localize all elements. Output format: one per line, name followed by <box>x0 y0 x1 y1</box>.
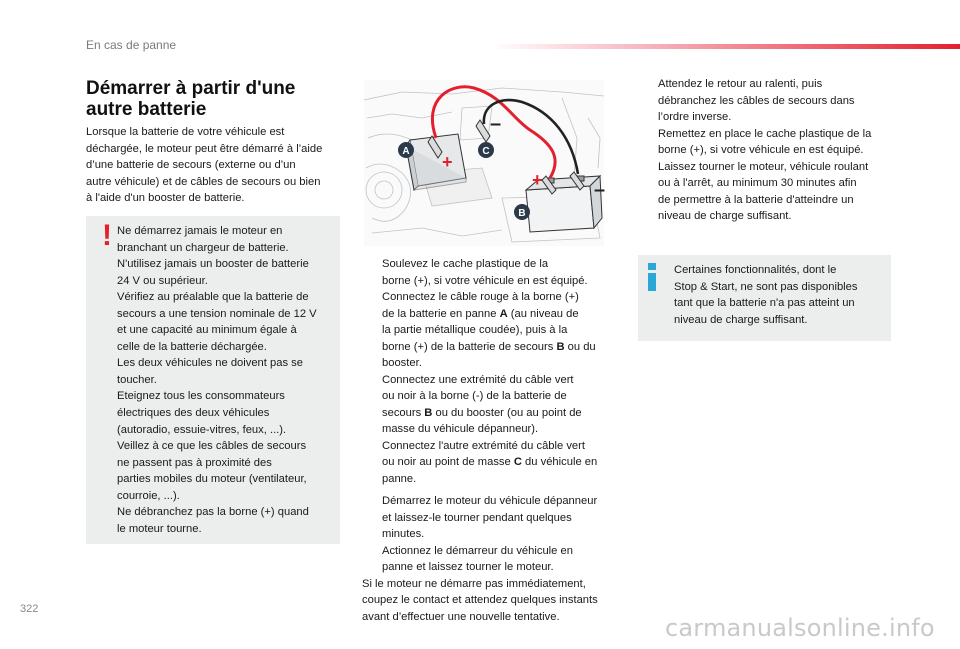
svg-text:C: C <box>482 146 490 157</box>
warning-line: électriques des deux véhicules <box>117 407 270 420</box>
step-line: la partie métallique coudée), puis à la <box>382 324 568 336</box>
page-number: 322 <box>20 603 39 615</box>
warning-line: Veillez à ce que les câbles de secours <box>117 440 307 453</box>
note-line: avant d’effectuer une nouvelle tentative. <box>362 610 560 623</box>
minus-sign-c: – <box>490 113 502 135</box>
label-b-badge <box>514 204 530 220</box>
info-line: Stop & Start, ne sont pas disponibles <box>674 280 858 293</box>
step-item <box>362 493 624 543</box>
warning-line: ne passent pas à proximité des <box>117 456 272 469</box>
step-line: Soulevez le cache plastique de la <box>382 258 549 270</box>
watermark: carmanualsonline.info <box>665 614 935 642</box>
step-item <box>638 76 900 126</box>
page-title <box>86 78 346 120</box>
warning-line: toucher. <box>117 373 157 386</box>
finishing-steps <box>638 76 900 225</box>
warning-line: branchant un chargeur de batterie. <box>117 241 289 254</box>
info-icon <box>647 263 657 295</box>
step-line: ou noir à la borne (-) de la batterie de <box>382 390 567 402</box>
step-line: secours B ou du booster (ou au point de <box>382 406 582 419</box>
step-line: de la batterie en panne A (au niveau de <box>382 307 579 320</box>
intro-paragraph <box>86 124 344 207</box>
note-line: coupez le contact et attendez quelques instants <box>362 594 598 606</box>
step-line: borne (+) de la batterie de secours B ou du <box>382 340 596 353</box>
step-item <box>362 289 624 372</box>
svg-text:A: A <box>402 146 410 157</box>
info-text <box>674 262 884 328</box>
step-line: Laissez tourner le moteur, véhicule roulant <box>658 160 869 173</box>
warning-line: et une capacité au minimum égale à <box>117 324 297 337</box>
warning-line: Ne débranchez pas la borne (+) quand <box>117 506 309 519</box>
warning-line: celle de la batterie déchargée. <box>117 340 267 353</box>
step-line: Connectez le câble rouge à la borne (+) <box>382 291 579 303</box>
procedure-steps <box>362 256 624 625</box>
step-line: débranchez les câbles de secours dans <box>658 94 855 107</box>
intro-line: Lorsque la batterie de votre véhicule est <box>86 126 285 138</box>
intro-line: d’une batterie de secours (externe ou d’un <box>86 159 296 171</box>
info-line: tant que la batterie n'a pas atteint un <box>674 297 855 309</box>
step-line: Connectez une extrémité du câble vert <box>382 373 574 386</box>
warning-text <box>117 223 327 537</box>
note-line: Si le moteur ne démarre pas immédiatement, <box>362 577 586 590</box>
warning-box <box>86 216 340 544</box>
section-header: En cas de panne <box>86 38 177 52</box>
step-item <box>638 126 900 159</box>
info-box <box>638 255 891 341</box>
step-line: masse du véhicule dépanneur). <box>382 423 539 435</box>
warning-line: Vérifiez au préalable que la batterie de <box>117 291 309 304</box>
warning-line: Eteignez tous les consommateurs <box>117 390 285 403</box>
step-line: booster. <box>382 357 422 369</box>
warning-line: 24 V ou supérieur. <box>117 274 208 287</box>
step-line: Remettez en place le cache plastique de la <box>658 127 872 140</box>
step-item <box>362 543 624 576</box>
intro-line: déchargée, le moteur peut être démarré à l’aide <box>86 142 323 155</box>
warning-line: courroie, ...). <box>117 489 180 502</box>
header-accent-bar <box>490 44 960 49</box>
step-line: Actionnez le démarreur du véhicule en <box>382 544 573 557</box>
jump-start-diagram <box>362 78 606 248</box>
step-line: panne et laissez tourner le moteur. <box>382 561 554 573</box>
minus-sign-b: – <box>594 179 606 201</box>
warning-line: le moteur tourne. <box>117 522 202 535</box>
step-line: minutes. <box>382 528 425 540</box>
step-line: Attendez le retour au ralenti, puis <box>658 78 823 90</box>
plus-sign-b: + <box>532 170 543 190</box>
plus-sign-a: + <box>442 152 453 172</box>
retry-note <box>362 576 624 626</box>
label-a-badge <box>398 142 414 158</box>
warning-line: secours a une tension nominale de 12 V <box>117 307 317 320</box>
step-line: ou à l'arrêt, au minimum 30 minutes afin <box>658 177 857 189</box>
step-line: Démarrez le moteur du véhicule dépanneur <box>382 495 598 507</box>
info-line: Certaines fonctionnalités, dont le <box>674 264 837 276</box>
title-line: Démarrer à partir d'une <box>86 78 296 99</box>
svg-text:B: B <box>518 208 526 219</box>
info-line: niveau de charge suffisant. <box>674 313 808 326</box>
intro-line: autre véhicule) et de câbles de secours ou bien <box>86 175 321 188</box>
step-line: Connectez l'autre extrémité du câble vert <box>382 439 585 452</box>
step-item <box>362 438 624 488</box>
step-line: panne. <box>382 472 417 485</box>
warning-exclamation-icon: ! <box>102 219 112 252</box>
step-line: borne (+), si votre véhicule en est équipé. <box>658 144 864 156</box>
warning-line: Ne démarrez jamais le moteur en <box>117 225 283 237</box>
warning-line: N'utilisez jamais un booster de batterie <box>117 258 309 271</box>
label-c-badge <box>478 142 494 158</box>
step-item <box>362 372 624 438</box>
warning-line: Les deux véhicules ne doivent pas se <box>117 357 303 370</box>
step-item <box>638 159 900 225</box>
step-line: niveau de charge suffisant. <box>658 210 792 222</box>
step-line: et laissez-le tourner pendant quelques <box>382 511 572 524</box>
step-line: ou noir au point de masse C du véhicule en <box>382 456 598 468</box>
title-line: autre batterie <box>86 99 207 120</box>
intro-line: à l'aide d'un booster de batterie. <box>86 192 245 204</box>
warning-line: parties mobiles du moteur (ventilateur, <box>117 473 307 486</box>
step-line: borne (+), si votre véhicule en est équipé. <box>382 274 588 287</box>
warning-line: (autoradio, essuie-vitres, feux, ...). <box>117 423 287 436</box>
step-item <box>362 256 624 289</box>
step-line: l’ordre inverse. <box>658 111 732 123</box>
step-line: de permettre à la batterie d'atteindre un <box>658 193 854 206</box>
